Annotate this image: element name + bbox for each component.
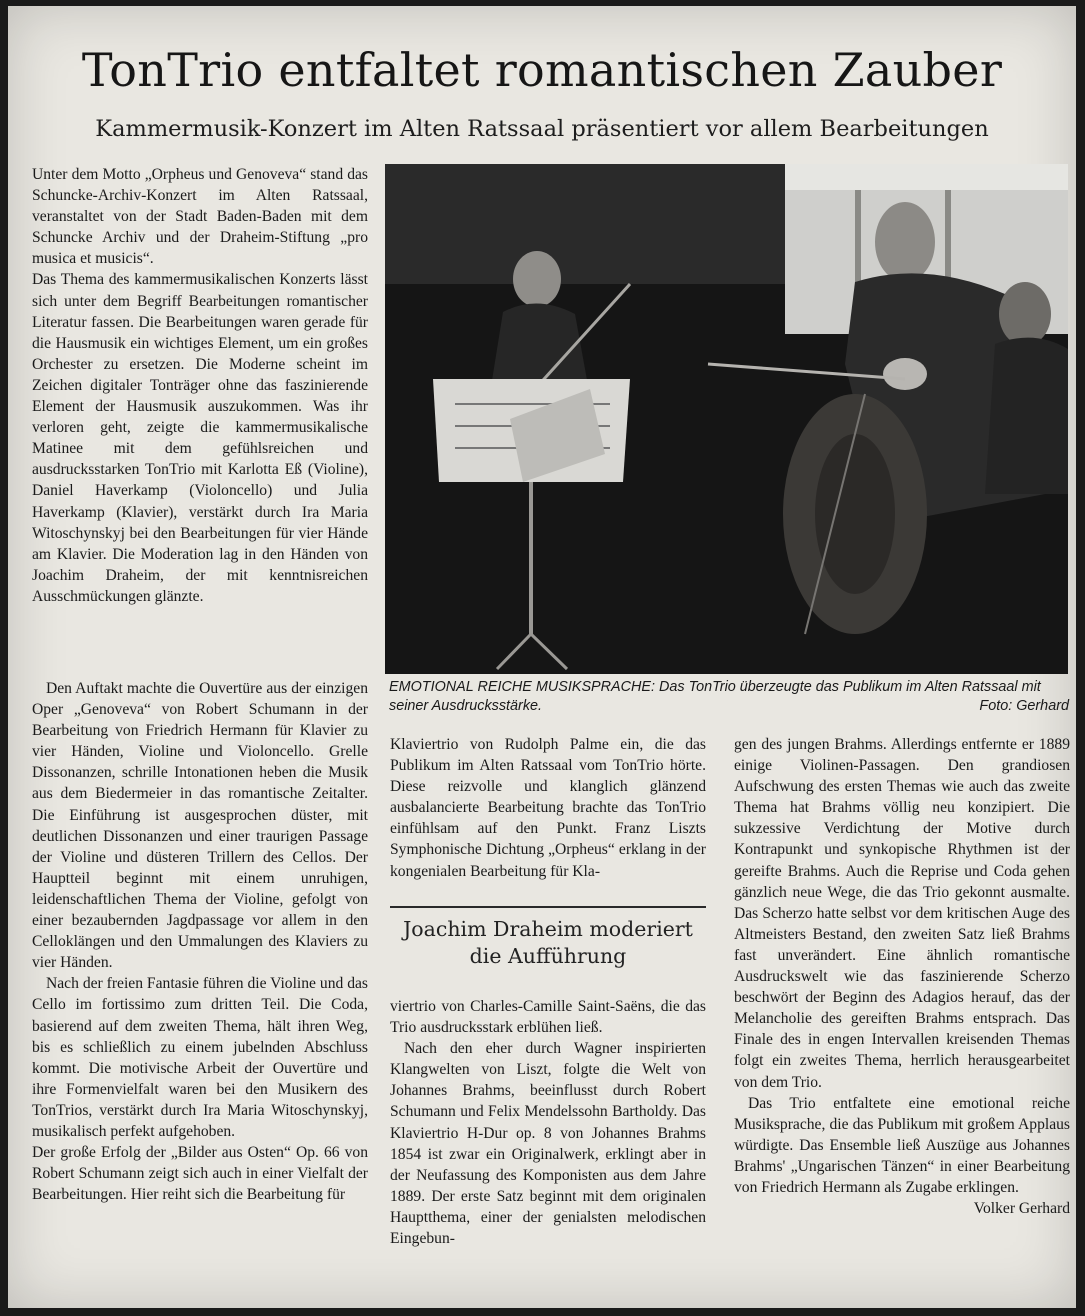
column-2-top	[390, 734, 706, 882]
subheadline: Kammermusik-Konzert im Alten Ratssaal präsentiert vor allem Bearbeitungen	[95, 116, 989, 142]
violinist-head	[513, 251, 561, 307]
photo-credit: Foto: Gerhard	[979, 698, 1069, 714]
column-2-bottom	[390, 996, 706, 1249]
paragraph: Der große Erfolg der „Bilder aus Osten“ Op. 66 von Robert Schumann zeigt sich auch in einer Vielfalt der Bearbeitungen. Hier reiht sich die Bearbeitung für	[32, 1144, 368, 1204]
paragraph: Klaviertrio von Rudolph Palme ein, die das Publikum im Alten Ratssaal vom TonTrio hörte. Diese reizvolle und klanglich glänzend ausbalancierte Bearbeitung brachte das TonTrio einfühlsam auf den Punkt. Franz Liszts Symphonische Dichtung „Orpheus“ erklang in der kongenialen Bearbeitung für Kla-	[390, 736, 706, 880]
paragraph: gen des jungen Brahms. Allerdings entfernte er 1889 einige Violinen-Passagen. Den grandiosen Aufschwung des ersten Themas wie auch das zweite Thema hat Brahms völlig neu konzipiert. Die sukzessive Verdichtung der Motive durch Kontrapunkt und synkopische Rhythmen ist der gereifte Brahms. Auch die Reprise und Coda gehen gänzlich neue Wege, die das Trio gekonnt ausmalte. Das Scherzo hatte selbst vor dem kritischen Auge des Altmeisters Bestand, den zweiten Satz ließ Brahms fast unverändert. Eine ähnlich romantische Ausdruckswelt wie das faszinierende Scherzo beschwört der Beginn des Adagios herauf, das der Melancholie des gereiften Brahms entsprach. Das Finale des in engen Intervallen kreisenden Themas folgt ein zweites Thema, herrlich herausgearbeitet von dem Trio.	[734, 736, 1070, 1091]
cellist-head	[875, 202, 935, 282]
paragraph: Nach den eher durch Wagner inspirierten Klangwelten von Liszt, folgte die Welt von Johannes Brahms, beeinflusst durch Robert Schumann und Felix Mendelssohn Bartholdy. Das Klaviertrio H-Dur op. 8 von Johannes Brahms 1854 ist zwar ein Originalwerk, erklingt aber in der Neufassung des Komponisten aus dem Jahre 1889. Der erste Satz beginnt mit dem originalen Hauptthema, einer der genialsten melodischen Eingebun-	[390, 1040, 706, 1248]
byline-row	[734, 1198, 1070, 1219]
paragraph: Das Trio entfaltete eine emotional reiche Musiksprache, die das Publikum mit großem Applaus würdigte. Das Ensemble ließ Auszüge aus Johannes Brahms' „Ungarischen Tänzen“ in einer Bearbeitung von Friedrich Hermann als Zugabe erklingen.	[734, 1094, 1070, 1196]
newspaper-clipping	[8, 6, 1076, 1308]
photo-illustration	[385, 164, 1068, 674]
paragraph: Nach der freien Fantasie führen die Violine und das Cello im fortissimo zum dritten Teil. Die Coda, basierend auf dem zweiten Thema, hält ihren Weg, bis es schließlich zu einem jubelnden Abschluss kommt. Die motivische Arbeit der Ouvertüre und ihre Formenvielfalt waren bei den Musikern des TonTrios, verstärkt durch Ira Maria Witoschynskyj, musikalisch perfekt aufgehoben.	[32, 975, 368, 1140]
paragraph: Das Thema des kammermusikalischen Konzerts lässt sich unter dem Begriff Bearbeitungen romantischer Literatur fassen. Die Bearbeitungen waren gerade für die Hausmusik ein wichtiges Element, um ein großes Orchester zu ersetzen. Die Moderne scheint im Zeichen digitaler Tonträger ohne das faszinierende Element der Hausmusik auszukommen. Was ihr verloren geht, zeigte die kammermusikalische Matinee mit dem gefühlsreichen und ausdrucksstarken TonTrio mit Karlotta Eß (Violine), Daniel Haverkamp (Violoncello) und Julia Haverkamp (Klavier), verstärkt durch Ira Maria Witoschynskyj bei den Bearbeitungen für vier Hände am Klavier. Die Moderation lag in den Händen von Joachim Draheim, der mit kenntnisreichen Ausschmückungen glänzte.	[32, 271, 368, 605]
divider-rule	[390, 906, 706, 908]
paragraph: viertrio von Charles-Camille Saint-Saëns, die das Trio ausdrucksstark erblühen ließ.	[390, 998, 706, 1037]
headline: TonTrio entfaltet romantischen Zauber	[81, 43, 1003, 97]
caption-lead: EMOTIONAL REICHE MUSIKSPRACHE:	[389, 679, 656, 695]
column-1-bottom	[32, 678, 368, 1205]
photo-caption	[389, 678, 1069, 716]
column-1-top	[32, 164, 368, 607]
author-name: Volker Gerhard	[973, 1200, 1070, 1218]
column-3	[734, 734, 1070, 1219]
paragraph: Unter dem Motto „Orpheus und Genoveva“ stand das Schuncke-Archiv-Konzert im Alten Ratssaal, veranstaltet von der Stadt Baden-Baden mit dem Schuncke Archiv und der Draheim-Stiftung „pro musica et musicis“.	[32, 166, 368, 268]
caption-text: Das TonTrio überzeugte das Publikum im Alten Ratssaal mit seiner Ausdrucksstärke.	[389, 679, 1041, 714]
paragraph: Den Auftakt machte die Ouvertüre aus der einzigen Oper „Genoveva“ von Robert Schumann in der Bearbeitung von Friedrich Hermann für Klavier zu vier Händen, Violine und Violoncello. Grelle Dissonanzen, schrille Intonationen heben die Musik aus dem Biedermeier in das romantische Zeitalter. Die Einführung ist ausgesprochen düster, mit deutlichen Dissonanzen und einer traurigen Passage der Violine und düsteren Trillern des Cellos. Der Hauptteil beginnt mit einem unruhigen, leidenschaftlichen Thema der Violine, gefolgt von einer bezaubernden Jagdpassage vor allem in den Celloklängen und den Ummalungen des Klaviers zu vier Händen.	[32, 680, 368, 972]
concert-photo	[385, 164, 1068, 674]
pull-quote: Joachim Draheim moderiert die Aufführung	[403, 917, 693, 968]
